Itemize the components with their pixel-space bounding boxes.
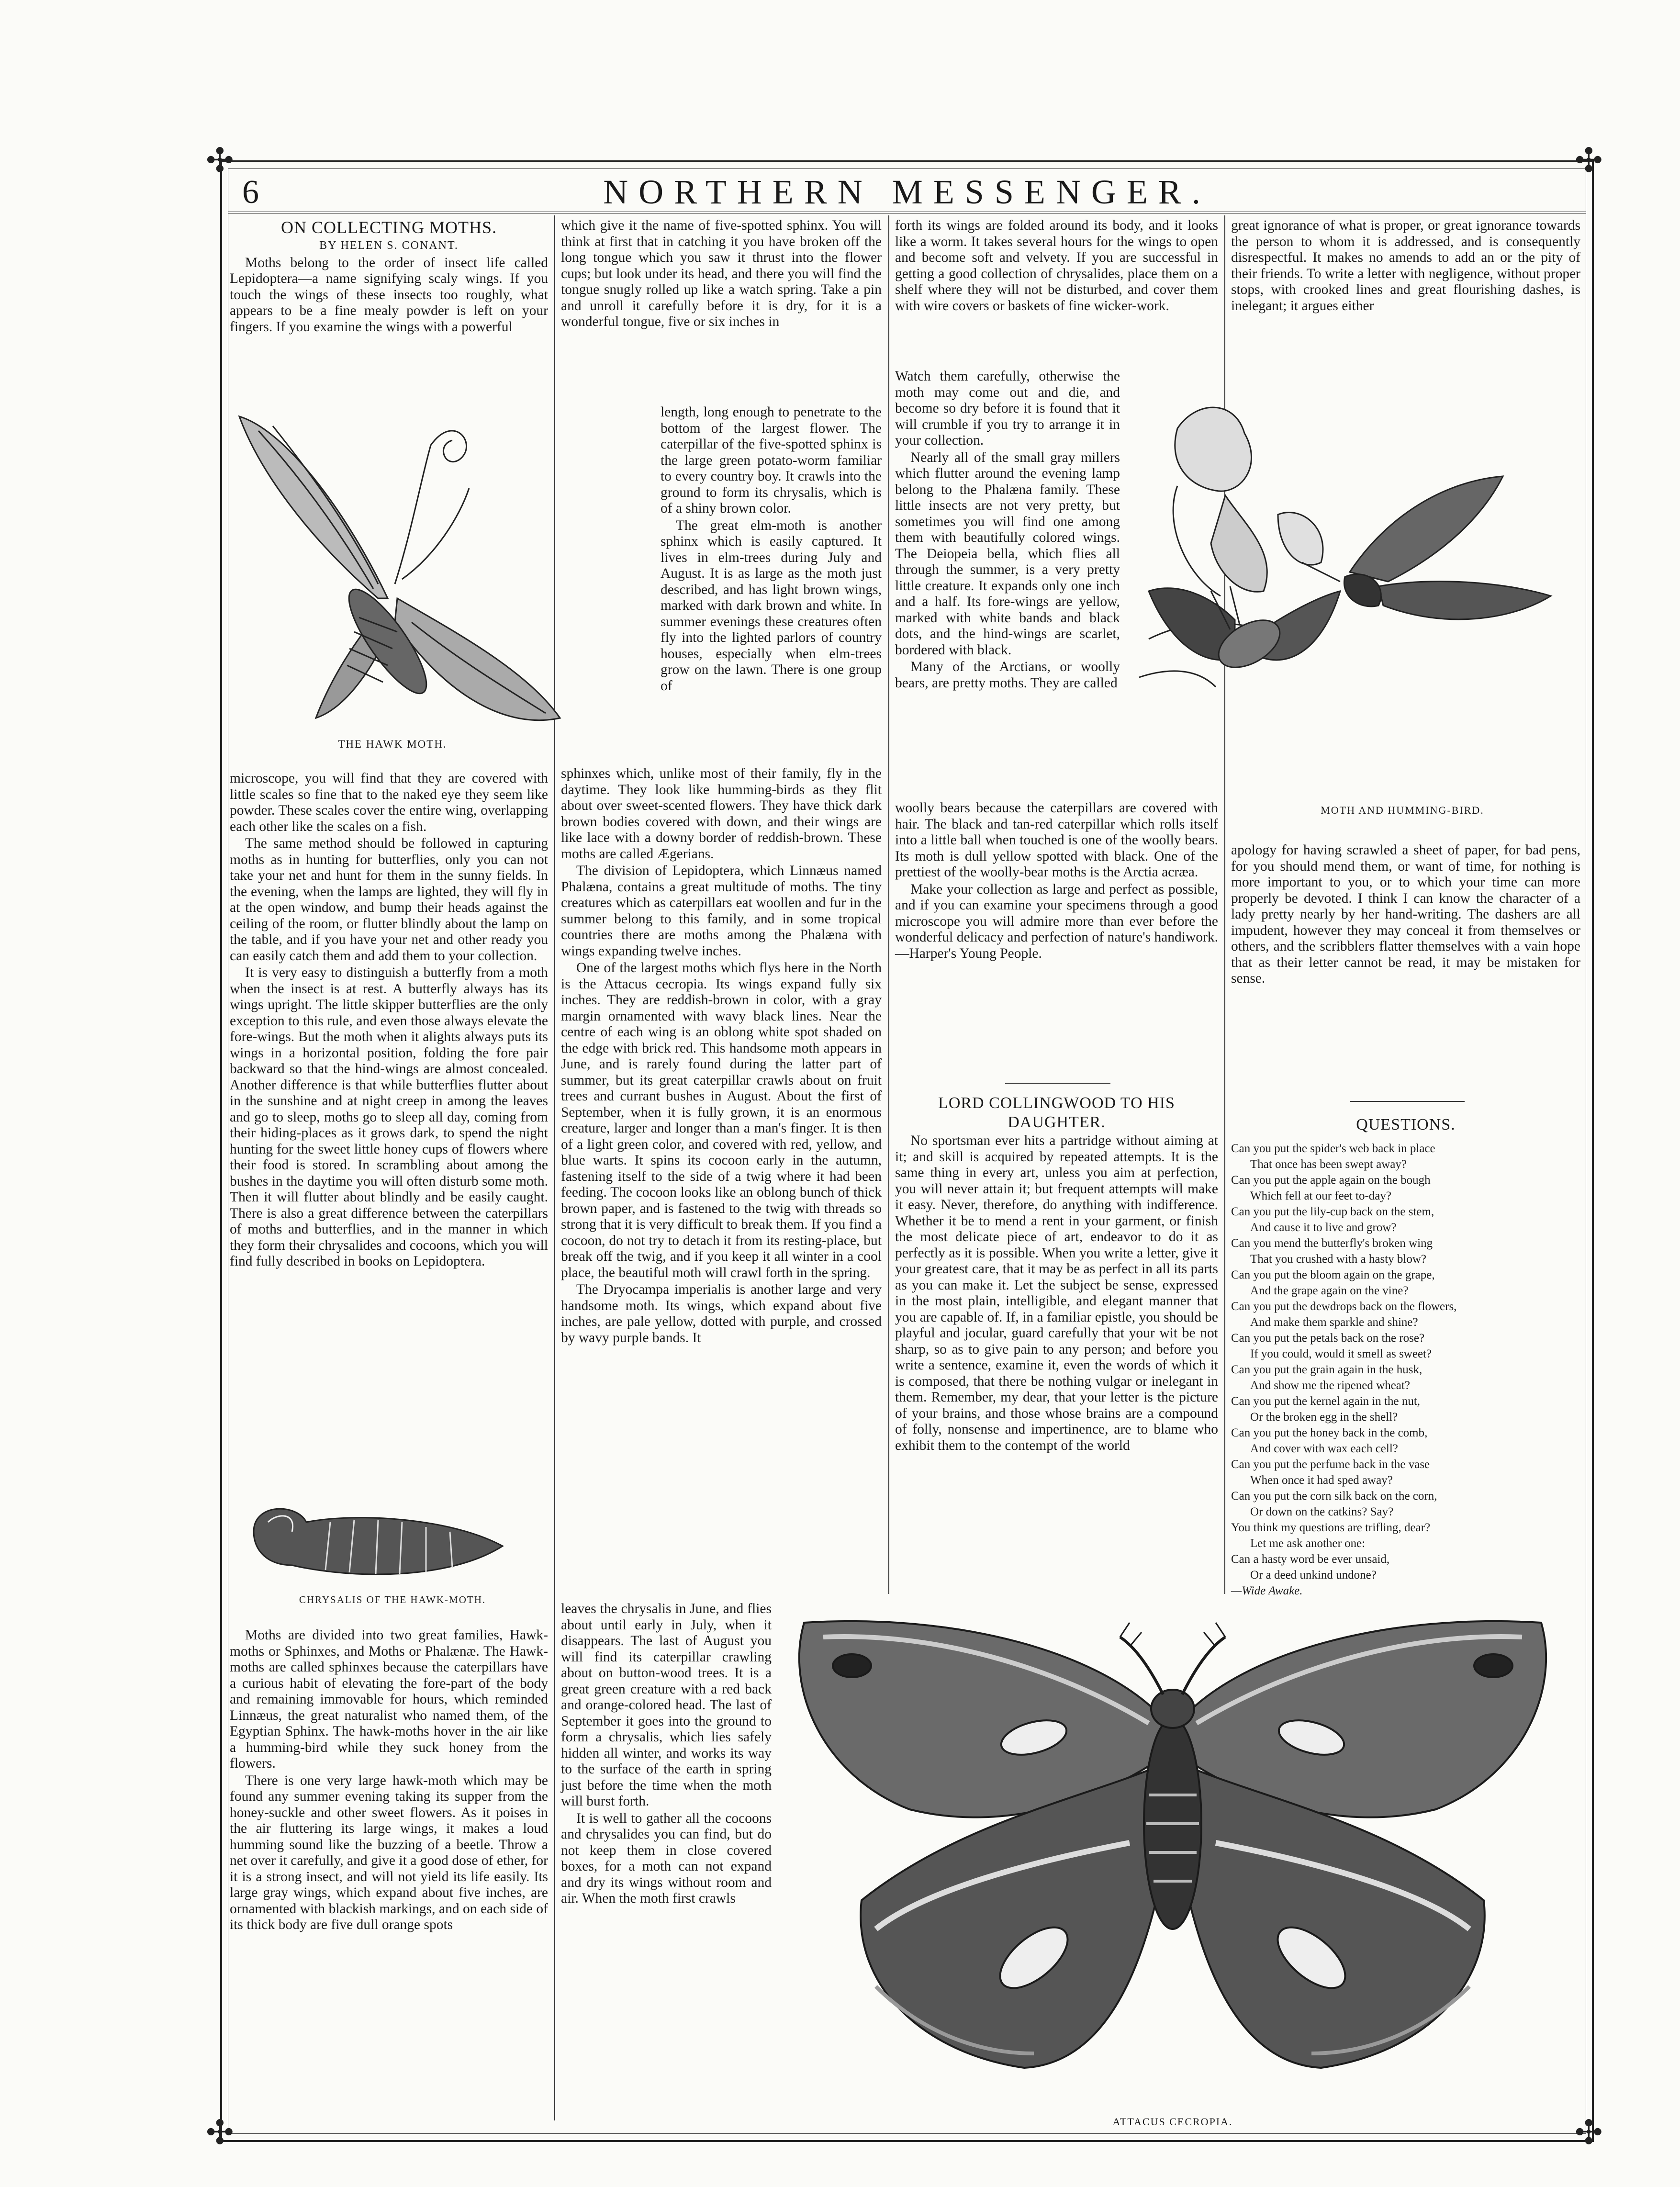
paragraph: There is one very large hawk-moth which may be found any summer evening taking its supper from the honey-suckle and other sweet flowers. As it poises in the air fluttering its large wings, it makes a loud humming sound like the buzzing of a beetle. Throw a net over it carefully, and give it a good dose of ether, for it is a strong insect, and will not yield its life easily. Its large gray wings, which expand about five inches, are ornamented with blackish markings, and on each side of its thick body are five dull orange spots: [230, 1772, 548, 1932]
section-divider: [1005, 1083, 1110, 1084]
paragraph: microscope, you will find that they are covered with little scales so fine that to the naked eye they seem like powder. These scales cover the entire wing, overlapping each other like the scales on a fish.: [230, 771, 548, 834]
corner-ornament: ✣: [206, 141, 234, 180]
poem-line: And cause it to live and grow?: [1250, 1221, 1397, 1234]
figure-caption: THE HAWK MOTH.: [338, 738, 447, 750]
poem-line: When once it had sped away?: [1250, 1474, 1393, 1487]
poem-line: Can a hasty word be ever unsaid,: [1231, 1553, 1390, 1566]
poem-line: Or down on the catkins? Say?: [1250, 1505, 1394, 1518]
poem-source: —Wide Awake.: [1231, 1584, 1303, 1597]
poem-line: That you crushed with a hasty blow?: [1250, 1253, 1426, 1266]
article-column-2-top: [561, 218, 882, 404]
newspaper-title: NORTHERN MESSENGER.: [603, 173, 1211, 211]
paragraph: Moths are divided into two great families, Hawk-moths or Sphinxes, and Moths or Phalænæ. The Hawk-moths are called sphinxes because the caterpillars have a curious habit of elevating the fore-part of the body and remaining immovable for hours, which reminded Linnæus, the great naturalist who named them, of the Egyptian Sphinx. The hawk-moths hover in the air like a humming-bird while they suck honey from the flowers.: [230, 1627, 548, 1771]
masthead: [228, 168, 1586, 213]
paragraph: The Dryocampa imperialis is another large and very handsome moth. Its wings, which expand about five inches, are pale yellow, dotted with purple, and crossed by wavy purple bands. It: [561, 1282, 882, 1346]
paragraph: No sportsman ever hits a partridge without aiming at it; and skill is acquired by repeated attempts. It is the same thing in every art, unless you aim at perfection, you will never attain it; but frequent attempts will make it easy. Never, therefore, do anything with indifference. Whether it be to mend a rent in your garment, or finish the most delicate piece of art, endeavor to do it as perfectly as it is possible. When you write a letter, give it your greatest care, that it may be as perfect in all its parts as you can make it. Let the subject be sense, expressed in the most plain, intelligible, and elegant manner that you are capable of. If, in a familiar epistle, you should be playful and jocular, guard carefully that your wit be not sharp, so as to give pain to any person; and before you write a sentence, examine it, even the words of which it is composed, that there be nothing vulgar or inelegant in them. Remember, my dear, that your letter is the picture of your brains, and those whose brains are a compound of folly, nonsense and impertinence, are to blame who exhibit them to the contempt of the world: [895, 1133, 1218, 1453]
paragraph: Many of the Arctians, or woolly bears, are pretty moths. They are called: [895, 659, 1120, 691]
poem-line: If you could, would it smell as sweet?: [1250, 1347, 1432, 1360]
poem-heading: QUESTIONS.: [1356, 1116, 1456, 1133]
poem-line: That once has been swept away?: [1250, 1158, 1407, 1171]
section-divider: [1350, 1101, 1465, 1102]
poem-line: Or a deed unkind undone?: [1250, 1569, 1377, 1581]
poem-line: Which fell at our feet to-day?: [1250, 1189, 1391, 1202]
paragraph: Watch them carefully, otherwise the moth may come out and die, and become so dry before it is found that it will crumble if you try to arrange it in your collection.: [895, 369, 1120, 448]
paragraph: leaves the chrysalis in June, and flies about until early in July, when it disappears. The last of August you will find its caterpillar crawling about on button-wood trees. It is a great green creature with a red back and orange-colored head. The last of September it goes into the ground to form a chrysalis, which lies safely hidden all winter, and works its way to the surface of the earth in spring just before the time when the moth will burst forth.: [561, 1601, 772, 1809]
poem-line: And make them sparkle and shine?: [1250, 1316, 1418, 1329]
poem-line: Can you put the grain again in the husk,: [1231, 1363, 1422, 1376]
poem-line: Can you mend the butterfly's broken wing: [1231, 1237, 1433, 1250]
article-column-3-narrow: [895, 369, 1120, 799]
page-number: 6: [242, 174, 259, 211]
poem-line: Can you put the dewdrops back on the flowers,: [1231, 1300, 1457, 1313]
corner-ornament: ✣: [206, 2113, 234, 2152]
figure-caption: ATTACUS CECROPIA.: [1112, 2116, 1233, 2128]
figure-caption: MOTH AND HUMMING-BIRD.: [1321, 804, 1484, 816]
poem-line: Or the broken egg in the shell?: [1250, 1411, 1398, 1424]
paragraph: woolly bears because the caterpillars are covered with hair. The black and tan-red caterpillar which rolls itself into a little ball when touched is one of the woolly bears. Its moth is dull yellow spotted with black. One of the prettiest of the woolly-bear moths is the Arctia acræa.: [895, 800, 1218, 880]
paragraph: Make your collection as large and perfect as possible, and if you can examine your specimens through a good microscope you will admire more than ever before the wonderful delicacy and perfection of nature's handiwork.—Harper's Young People.: [895, 881, 1218, 961]
article-column-1-bottom: [230, 1627, 548, 2135]
collingwood-article: [895, 1094, 1218, 1596]
poem-line: Can you put the kernel again in the nut,: [1231, 1395, 1421, 1408]
article-column-3-wide: [895, 800, 1218, 1078]
poem-line: You think my questions are trifling, dear?: [1231, 1521, 1431, 1534]
hawk-moth-illustration: [230, 373, 560, 747]
paragraph: which give it the name of five-spotted sphinx. You will think at first that in catching it you have broken off the long tongue which you saw it thrust into the flower cups; but look under its head, and there you will find the tongue snugly rolled up like a watch spring. Take a pin and unroll it carefully before it is dry, for it is a wonderful tongue, five or six inches in: [561, 218, 882, 329]
article-column-2-bottom: [561, 1601, 772, 2135]
article-heading: ON COLLECTING MOTHS.: [281, 218, 497, 237]
paragraph: length, long enough to penetrate to the bottom of the largest flower. The caterpillar of the five-spotted sphinx is the large green potato-worm familiar to every country boy. It crawls into the ground to form its chrysalis, which is of a shiny brown color.: [661, 404, 882, 516]
chrysalis-illustration: [235, 1493, 550, 1589]
paragraph: It is well to gather all the cocoons and chrysalides you can find, but do not keep them in close covered boxes, for a moth can not expand and dry its wings without room and air. When the moth first crawls: [561, 1810, 772, 1906]
paragraph: sphinxes which, unlike most of their family, fly in the daytime. They look like humming-birds as they flit about over sweet-scented flowers. They have thick dark brown bodies covered with down, and their wings are like lace with a downy border of reddish-brown. These moths are called Ægerians.: [561, 766, 882, 862]
paragraph: Nearly all of the small gray millers which flutter around the evening lamp belong to the Phalæna family. These little insects are not very pretty, but sometimes you will find one among them with beautifully colored wings. The Deiopeia bella, which flies all through the summer, is a very pretty little creature. It expands only one inch and a half. Its fore-wings are yellow, marked with white bands and black dots, and the hind-wings are scarlet, bordered with black.: [895, 449, 1120, 658]
poem-line: Let me ask another one:: [1250, 1537, 1366, 1550]
moth-and-hummingbird-illustration: [1120, 371, 1579, 802]
article-column-1-mid: [230, 771, 548, 1489]
paragraph: One of the largest moths which flys here in the North is the Attacus cecropia. Its wings expand fully six inches. They are reddish-brown in color, with a gray margin ornamented with wavy black lines. Near the centre of each wing is an oblong white spot shaded on the edge with brick red. This handsome moth appears in June, and is rarely found during the latter part of summer, but its great caterpillar crawls about on fruit trees and currant bushes in August. About the first of September, when it is fully grown, it is an enormous creature, larger and longer than a man's finger. It is then of a light green color, and covered with red, yellow, and blue warts. It spins its cocoon early in the autumn, fastening itself to the side of a twig where it had been feeding. The cocoon looks like an oblong bunch of thick brown paper, and is fastened to the twig with threads so strong that it is very difficult to break them. If you find a cocoon, do not try to detach it from its resting-place, but break off the twig, and if you keep it all winter in a cool place, the beautiful moth will crawl forth in the spring.: [561, 960, 882, 1280]
poem-line: Can you put the perfume back in the vase: [1231, 1458, 1430, 1471]
article-heading: LORD COLLINGWOOD TO HIS DAUGHTER.: [938, 1094, 1175, 1131]
poem-line: Can you put the corn silk back on the corn,: [1231, 1490, 1437, 1503]
paragraph: It is very easy to distinguish a butterfly from a moth when the insect is at rest. A butterfly always has its wings upright. The little skipper butterflies are the only exception to this rule, and even those always elevate the fore-wings. But the moth when it alights always puts its wings in a horizontal position, folding the fore pair backward so that the hind-wings are almost concealed. Another difference is that while butterflies flutter about in the sunshine and at night creep in among the leaves and go to sleep, moths go to sleep all day, coming from their hiding-places as it grows dark, to spend the night hunting for the sweet little honey cups of flowers where their food is stored. In scrambling about among the bushes in the daytime you will often disturb some moth. Then it will flutter about blindly and be easily caught. There is also a great difference between the caterpillars of moths and butterflies, and in the manner in which they form their chrysalides and cocoons, which you will find fully described in books on Lepidoptera.: [230, 965, 548, 1269]
poem-line: Can you put the lily-cup back on the stem,: [1231, 1205, 1434, 1218]
article-column-3-top: [895, 218, 1218, 366]
questions-poem: [1231, 1115, 1580, 1597]
article-byline: BY HELEN S. CONANT.: [319, 239, 459, 252]
paragraph: great ignorance of what is proper, or great ignorance towards the person to whom it is addressed, and is consequently disrespectful. It makes no amends to add an or the pity of their friends. To write a letter with negligence, without proper stops, with crooked lines and great flourishing dashes, is inelegant; it argues either: [1231, 218, 1580, 314]
poem-line: And cover with wax each cell?: [1250, 1442, 1398, 1455]
corner-ornament: ✣: [1575, 141, 1603, 180]
poem-line: Can you put the honey back in the comb,: [1231, 1426, 1428, 1439]
poem-line: Can you put the spider's web back in place: [1231, 1142, 1435, 1155]
paragraph: The same method should be followed in capturing moths as in hunting for butterflies, only you can not take your net and hunt for them in the sunny fields. In the evening, when the lamps are lighted, they will fly in at the open window, and bump their heads against the ceiling of the room, or flutter blindly about the lamp on the table, and if you have your net and other ready you can easily catch them and add them to your collection.: [230, 836, 548, 964]
poem-line: Can you put the petals back on the rose?: [1231, 1332, 1425, 1345]
collingwood-column-4-mid: [1231, 842, 1580, 1091]
poem-line: Can you put the bloom again on the grape,: [1231, 1268, 1435, 1281]
column-rule: [888, 215, 889, 1594]
article-column-2-mid: [561, 766, 882, 1599]
article-column-2-narrow: [661, 404, 882, 761]
paragraph: forth its wings are folded around its body, and it looks like a worm. It takes several hours for the wings to open and become soft and velvety. If you are successful in getting a good collection of chrysalides, place them on a shelf where they will not be disturbed, and cover them with wire covers or baskets of fine wicker-work.: [895, 218, 1218, 314]
paragraph: Moths belong to the order of insect life called Lepidoptera—a name signifying scaly wings. If you touch the wings of these insects too roughly, what appears to be a fine mealy powder is left on your fingers. If you examine the wings with a powerful: [230, 255, 548, 335]
paragraph: The division of Lepidoptera, which Linnæus named Phalæna, contains a great multitude of moths. The tiny creatures which as caterpillars eat woollen and fur in the summer belong to this family, and in some tropical countries there are moths among the Phalæna with wings expanding twelve inches.: [561, 863, 882, 959]
paragraph: apology for having scrawled a sheet of paper, for bad pens, for you should mend them, or want of time, for nothing is more important to you, or to which your time can more properly be devoted. I think I can know the character of a lady pretty nearly by her hand-writing. The dashers are all impudent, however they may conceal it from themselves or others, and the scribblers flatter themselves with a vain hope that as their letter cannot be read, it may be mistaken for sense.: [1231, 842, 1580, 986]
figure-caption: CHRYSALIS OF THE HAWK-MOTH.: [299, 1594, 486, 1605]
corner-ornament: ✣: [1575, 2113, 1603, 2152]
collingwood-column-4-top: [1231, 218, 1580, 366]
paragraph: The great elm-moth is another sphinx which is easily captured. It lives in elm-trees during July and August. It is as large as the moth just described, and has light brown wings, marked with dark brown and white. In summer evenings these creatures often fly into the lighted parlors of country houses, especially when elm-trees grow on the lawn. There is one group of: [661, 517, 882, 694]
poem-line: Can you put the apple again on the bough: [1231, 1174, 1431, 1187]
cecropia-moth-illustration: [766, 1594, 1579, 2116]
poem-line: And the grape again on the vine?: [1250, 1284, 1409, 1297]
poem-line: And show me the ripened wheat?: [1250, 1379, 1410, 1392]
